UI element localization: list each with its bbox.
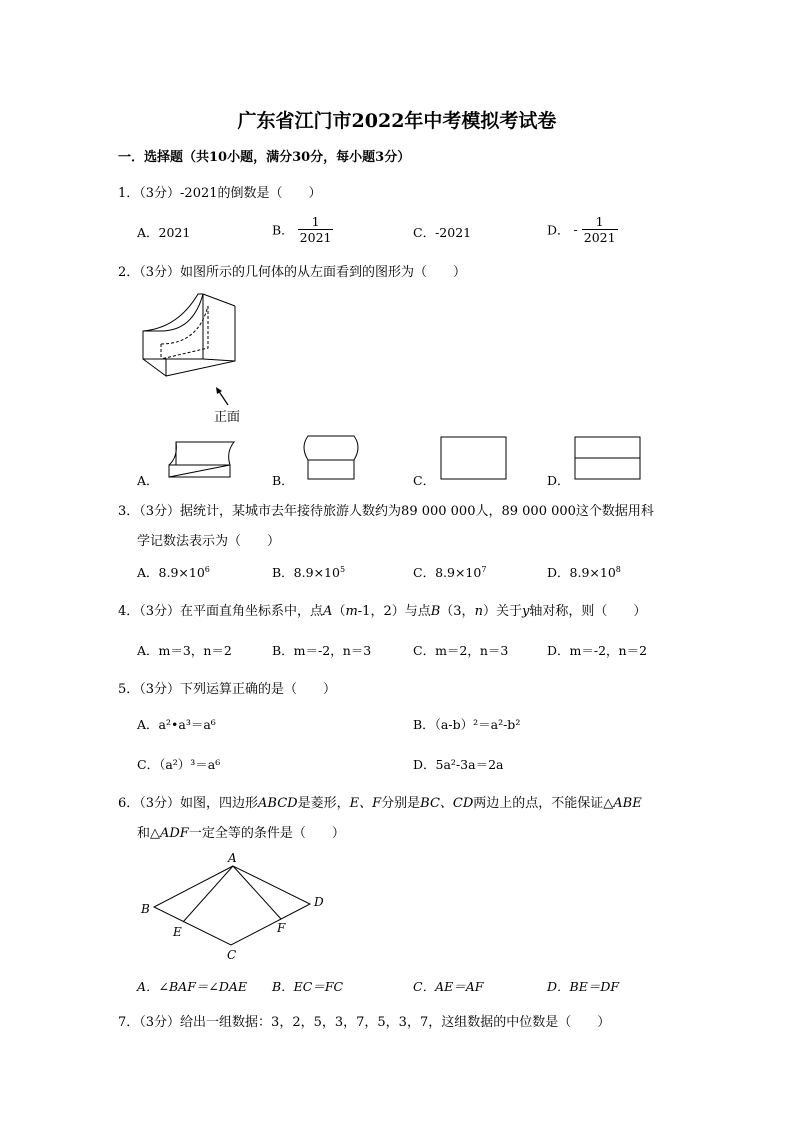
q6-option-a[interactable]: A．∠BAF＝∠DAE — [137, 979, 248, 994]
q6-label-a: A — [228, 851, 237, 865]
q6-stem2-pre: 和△ — [137, 826, 160, 841]
q6-stem1-pre: 6．（3分）如图，四边形 — [118, 796, 259, 811]
q3-b-exponent: 5 — [339, 565, 346, 574]
q5-option-c[interactable]: C．（a²）³＝a⁶ — [137, 757, 221, 772]
q3-option-c[interactable] — [413, 563, 486, 581]
question-2-stem: 2．（3分）如图所示的几何体的从左面看到的图形为（ ） — [118, 265, 467, 280]
q4-stem-mid3: （3， — [440, 604, 475, 619]
q6-abe: ABE — [613, 796, 642, 811]
q2-option-c-figure — [440, 436, 510, 482]
q4-option-a[interactable]: A．m＝3，n＝2 — [137, 643, 232, 658]
q2-option-a-figure — [164, 437, 240, 482]
q2-option-d-figure — [574, 436, 644, 482]
q3-option-a[interactable] — [137, 563, 210, 581]
q6-rhombus-figure — [138, 850, 338, 962]
page-title: 广东省江门市2022年中考模拟考试卷 — [237, 110, 557, 132]
q4-option-c[interactable]: C．m＝2，n＝3 — [413, 643, 509, 658]
q6-stem1-mid2: 分别是 — [381, 796, 421, 811]
q6-stem1-mid: 是菱形， — [297, 796, 350, 811]
question-3-stem-line2: 学记数法表示为（ ） — [137, 534, 281, 549]
q4-var-m: m — [345, 604, 358, 619]
q4-axis-y: y — [521, 604, 530, 619]
q6-stem1-end: 两边上的点，不能保证△ — [473, 796, 614, 811]
q1-option-b[interactable] — [272, 214, 333, 245]
q4-point-a: A — [323, 604, 333, 619]
q6-label-b: B — [141, 902, 150, 916]
q3-a-base: A．8.9×10 — [137, 565, 205, 580]
q3-option-d[interactable] — [547, 563, 621, 581]
question-3-stem-line1: 3．（3分）据统计，某城市去年接待旅游人数约为89 000 000人，89 000 000这个数据用科 — [118, 504, 654, 519]
q4-option-b[interactable]: B．m＝-2，n＝3 — [272, 643, 372, 658]
q4-stem-mid4: ）关于 — [482, 604, 522, 619]
q2-option-b[interactable]: B． — [272, 473, 294, 488]
q6-ef: E、F — [349, 796, 382, 811]
q3-c-exponent: 7 — [481, 565, 487, 574]
question-7-stem: 7．（3分）给出一组数据：3，2，5，3，7，5，3，7，这组数据的中位数是（ ） — [118, 1015, 611, 1030]
q3-c-base: C．8.9×10 — [413, 565, 482, 580]
q6-option-b[interactable]: B．EC＝FC — [272, 979, 344, 994]
q3-option-b[interactable] — [272, 563, 345, 581]
q6-option-c[interactable]: C．AE＝AF — [413, 979, 484, 994]
question-5-stem: 5．（3分）下列运算正确的是（ ） — [118, 682, 337, 697]
q4-stem-mid2: -1，2）与点 — [357, 604, 431, 619]
q1-option-a[interactable]: A．2021 — [137, 225, 191, 240]
q3-d-base: D．8.9×10 — [547, 565, 616, 580]
q6-stem2-end: 一定全等的条件是（ ） — [188, 826, 345, 841]
q5-option-a[interactable]: A．a²•a³＝a⁶ — [137, 717, 216, 732]
q2-option-d[interactable]: D． — [547, 473, 570, 488]
q4-option-d[interactable]: D．m＝-2，n＝2 — [547, 643, 648, 658]
q1-option-d-label: D． — [547, 222, 570, 238]
q1-d-sign: - — [573, 222, 578, 237]
q2-front-arrow — [212, 385, 232, 407]
q1-option-b-fraction — [298, 214, 334, 245]
q6-abcd: ABCD — [258, 796, 298, 811]
q6-label-e: E — [173, 925, 182, 939]
q2-option-c[interactable]: C． — [413, 473, 436, 488]
q6-bc-cd: BC、CD — [420, 796, 474, 811]
q1-d-numerator: 1 — [582, 214, 618, 230]
question-4-stem — [118, 600, 646, 619]
q6-label-c: C — [227, 948, 237, 962]
q4-point-b: B — [430, 604, 441, 619]
q2-option-b-figure — [300, 434, 362, 482]
q2-option-a[interactable]: A． — [137, 473, 159, 488]
q4-stem-end: 轴对称，则（ ） — [529, 604, 647, 619]
q3-d-exponent: 8 — [615, 565, 621, 574]
q1-option-c[interactable]: C．-2021 — [413, 225, 472, 240]
q6-label-f: F — [277, 921, 286, 935]
q3-b-base: B．8.9×10 — [272, 565, 340, 580]
question-6-stem-line2 — [137, 822, 345, 841]
q6-option-d[interactable]: D．BE＝DF — [547, 979, 620, 994]
q1-option-d-fraction — [582, 214, 618, 245]
q1-option-d[interactable] — [547, 214, 618, 245]
question-1-stem: 1．（3分）-2021的倒数是（ ） — [118, 186, 322, 201]
q5-option-d[interactable]: D．5a²-3a＝2a — [413, 757, 504, 772]
question-6-stem-line1 — [118, 792, 642, 811]
q3-a-exponent: 6 — [204, 565, 210, 574]
q4-var-n: n — [474, 604, 483, 619]
q4-stem-mid1: （ — [332, 604, 346, 619]
q4-stem-pre: 4．（3分）在平面直角坐标系中，点 — [118, 604, 324, 619]
q1-d-denominator: 2021 — [583, 230, 616, 245]
q5-option-b[interactable]: B．（a-b）²＝a²-b² — [413, 717, 521, 732]
q1-b-numerator: 1 — [298, 214, 334, 230]
q1-option-b-label: B． — [272, 222, 294, 238]
q6-label-d: D — [314, 895, 324, 909]
section-heading: 一．选择题（共10小题，满分30分，每小题3分） — [118, 150, 411, 165]
q1-b-denominator: 2021 — [299, 230, 332, 245]
q2-front-label: 正面 — [214, 410, 241, 425]
q6-adf: ADF — [160, 826, 189, 841]
